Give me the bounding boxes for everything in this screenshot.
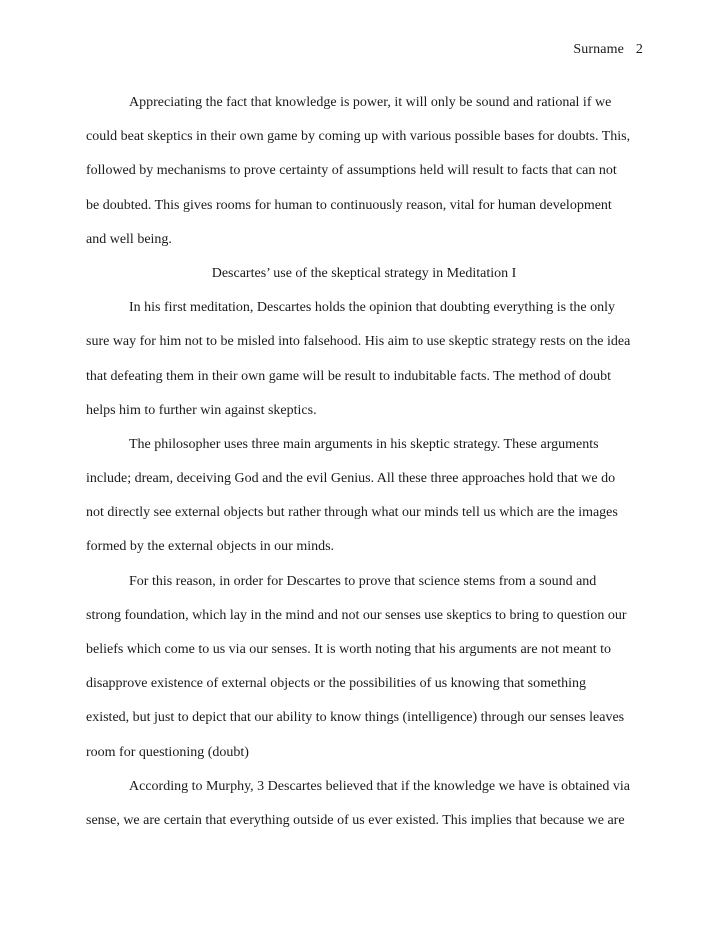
body-line: followed by mechanisms to prove certainty of assumptions held will result to facts that can not [86,163,617,179]
body-line: strong foundation, which lay in the mind and not our senses use skeptics to bring to question our [86,607,627,623]
running-header [573,42,643,58]
body-line: not directly see external objects but rather through what our minds tell us which are the images [86,505,618,521]
body-line: beliefs which come to us via our senses. It is worth noting that his arguments are not meant to [86,642,612,657]
body-line: existed, but just to depict that our ability to know things (intelligence) through our senses leaves [86,710,625,726]
body-line: and well being. [86,231,172,247]
body-line: Appreciating the fact that knowledge is power, it will only be sound and rational if we [129,95,612,110]
body-line: disapprove existence of external objects or the possibilities of us knowing that something [86,676,587,692]
header-surname: Surname [573,42,624,57]
essay-body [86,86,642,838]
section-heading: Descartes’ use of the skeptical strategy in Meditation I [211,265,517,281]
body-line: room for questioning (doubt) [86,744,249,760]
body-line: For this reason, in order for Descartes to prove that science stems from a sound and [129,573,597,589]
body-line: that defeating them in their own game will be result to indubitable facts. The method of doubt [86,368,611,384]
body-line: be doubted. This gives rooms for human to continuously reason, vital for human development [86,197,612,213]
body-line: sense, we are certain that everything outside of us ever existed. This implies that because we are [86,812,625,828]
body-line: According to Murphy, 3 Descartes believed that if the knowledge we have is obtained via [129,778,630,794]
body-line: formed by the external objects in our minds. [86,539,335,555]
body-line: helps him to further win against skeptics. [86,402,317,418]
body-line: The philosopher uses three main arguments in his skeptic strategy. These arguments [129,436,599,452]
body-line: sure way for him not to be misled into falsehood. His aim to use skeptic strategy rests on the idea [86,334,631,350]
body-line: include; dream, deceiving God and the evil Genius. All these three approaches hold that we do [86,471,616,487]
body-line: In his first meditation, Descartes holds the opinion that doubting everything is the only [129,300,616,316]
body-line: could beat skeptics in their own game by coming up with various possible bases for doubts. This, [86,129,631,145]
page-number: 2 [635,42,643,57]
